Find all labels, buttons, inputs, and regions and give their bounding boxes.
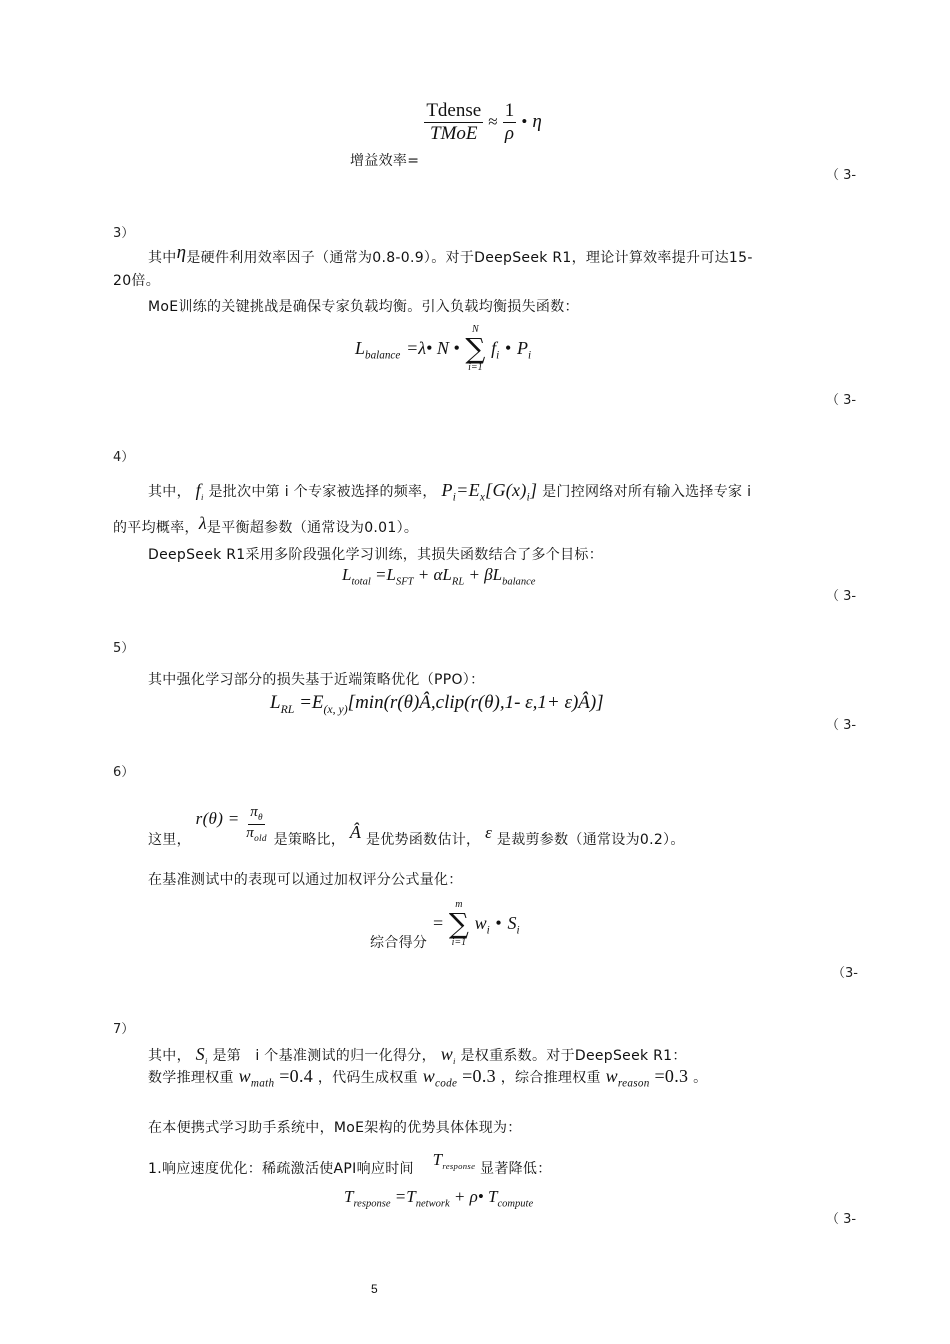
paragraph-moe-advantages: 在本便携式学习助手系统中，MoE架构的优势具体体现为： <box>148 1120 522 1136</box>
equation-number-continued: 4） <box>113 450 135 465</box>
equation-composite-score: $_{综合得分}$ = m ∑ i=1 $w_i$ • $S_i$ <box>370 899 520 951</box>
equation-ppo-loss: $L_{RL}$ $=E_{(x, y)}[\min(r(\theta)Â,clip(r(\theta),1-$ ε,1+ ε)Â)] <box>270 692 604 716</box>
equation-response-time: $T_{response} =T_{network}$ + ρ• $T_{compute}$ <box>344 1187 534 1210</box>
equation-label: 增益效率= <box>350 152 420 169</box>
equation-balance-loss: $L_{balance}$ =λ• N • N ∑ i=1 $f_i$ • $P_i$ <box>355 324 532 373</box>
summation-symbol: N ∑ i=1 <box>465 324 486 373</box>
paragraph-response-speed: 1.响应速度优化：稀疏激活使API响应时间 $T_{response}$ 显著降低： <box>148 1150 552 1177</box>
paragraph-benchmark-weights: 其中， $S_i$ 是第 i 个基准测试的归一化得分， $w_i$ 是权重系数。对于DeepSeek R1： <box>148 1044 687 1066</box>
paragraph-line: 20倍。 <box>113 273 161 289</box>
paragraph-ppo-intro: 其中强化学习部分的损失基于近端策略优化（PPO）： <box>148 672 485 688</box>
fraction-numerator: Tdense <box>426 100 482 121</box>
equation-number-continued: 5） <box>113 641 135 656</box>
equation-number: （ 3- <box>826 168 857 183</box>
summation-symbol: m ∑ i=1 <box>448 899 469 948</box>
paragraph-eta-definition: 其中η是硬件利用效率因子（通常为0.8-0.9）。对于DeepSeek R1，理论计算效率提升可达15- <box>148 242 753 266</box>
paragraph-weight-values: 数学推理权重 $w_{math} =0.4$ ，代码生成权重 $w_{code} =0.3$ ，综合推理权重 $w_{reason} =0.3$ 。 <box>148 1066 708 1090</box>
equation-gain-efficiency: 增益效率= $\frac{\text{Tdense}}{\text{TMoE}}$ ≈ $\frac{1}{\rho}$ • η <box>350 100 542 169</box>
paragraph-line: 的平均概率，λ是平衡超参数（通常设为0.01）。 <box>113 513 419 536</box>
equation-number: （ 3- <box>826 1212 857 1227</box>
equation-number-continued: 7） <box>113 1022 135 1037</box>
paragraph-load-balance-intro: MoE训练的关键挑战是确保专家负载均衡。引入负载均衡损失函数： <box>148 299 579 315</box>
equation-number: （3- <box>832 966 858 981</box>
paragraph-multi-stage-rl: DeepSeek R1采用多阶段强化学习训练，其损失函数结合了多个目标： <box>148 547 603 563</box>
equation-number: （ 3- <box>826 393 857 408</box>
paragraph-benchmark-intro: 在基准测试中的表现可以通过加权评分公式量化： <box>148 872 463 888</box>
equation-number: （ 3- <box>826 589 857 604</box>
equation-number: （ 3- <box>826 718 857 733</box>
equation-total-loss: $L_{total} =L_{SFT} + \alpha L_{RL} + \beta L_{balance}$ <box>342 565 536 588</box>
equation-number-continued: 3） <box>113 226 135 241</box>
fraction-denominator: TMoE <box>430 122 478 144</box>
equation-number-continued: 6） <box>113 765 135 780</box>
paragraph-ppo-terms: 这里， r(θ) = $\frac{\pi_\theta}{\pi_{old}}$ 是策略比， Â 是优势函数估计， ε 是裁剪参数（通常设为0.2）。 <box>148 804 685 849</box>
paragraph-fi-pi-definition: 其中， $f_i$ 是批次中第 i 个专家被选择的频率， $P_i=E_x[G(x)_i]$ 是门控网络对所有输入选择专家 i <box>148 480 752 504</box>
page-number: 5 <box>371 1282 378 1296</box>
